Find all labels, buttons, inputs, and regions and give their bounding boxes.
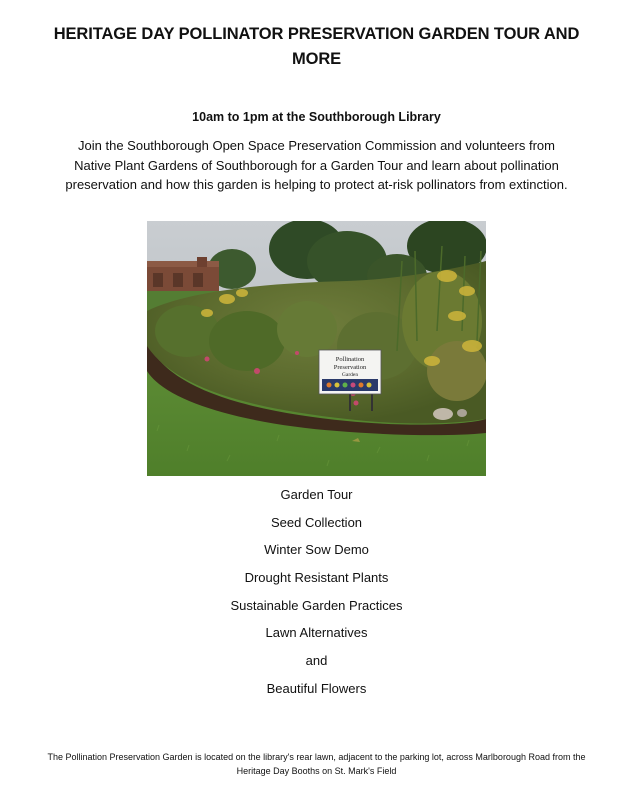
activity-item: Lawn Alternatives xyxy=(265,625,368,641)
activity-item: Winter Sow Demo xyxy=(264,542,369,558)
page-title: HERITAGE DAY POLLINATOR PRESERVATION GARDEN TOUR AND MORE xyxy=(53,25,580,68)
activity-item: Garden Tour xyxy=(280,487,353,502)
event-time-location: 10am to 1pm at the Southborough Library xyxy=(192,110,441,124)
intro-paragraph: Join the Southborough Open Space Preservation Commission and volunteers from Native Plant Gardens of Southborough for a Garden Tour and learn about pollination preservation and how this garden is helping to protect at-risk pollinators from extinction. xyxy=(65,138,568,192)
sign-line-3: Garden xyxy=(341,372,359,378)
sign-line-2: Preservation xyxy=(333,364,367,371)
activity-item: Seed Collection xyxy=(270,514,363,530)
garden-sign xyxy=(319,350,381,394)
garden-photo xyxy=(147,221,486,476)
location-footnote: The Pollination Preservation Garden is located on the library's rear lawn, adjacent to the parking lot, across Marlborough Road from the Heritage Day Booths on St. Mark's Field xyxy=(47,752,586,776)
activity-item: Sustainable Garden Practices xyxy=(230,597,403,613)
activity-item: Drought Resistant Plants xyxy=(244,570,389,586)
activities-list xyxy=(0,485,633,707)
activity-item: and xyxy=(305,653,328,669)
activity-item: Beautiful Flowers xyxy=(266,680,367,696)
sign-line-1: Pollination xyxy=(335,356,365,363)
